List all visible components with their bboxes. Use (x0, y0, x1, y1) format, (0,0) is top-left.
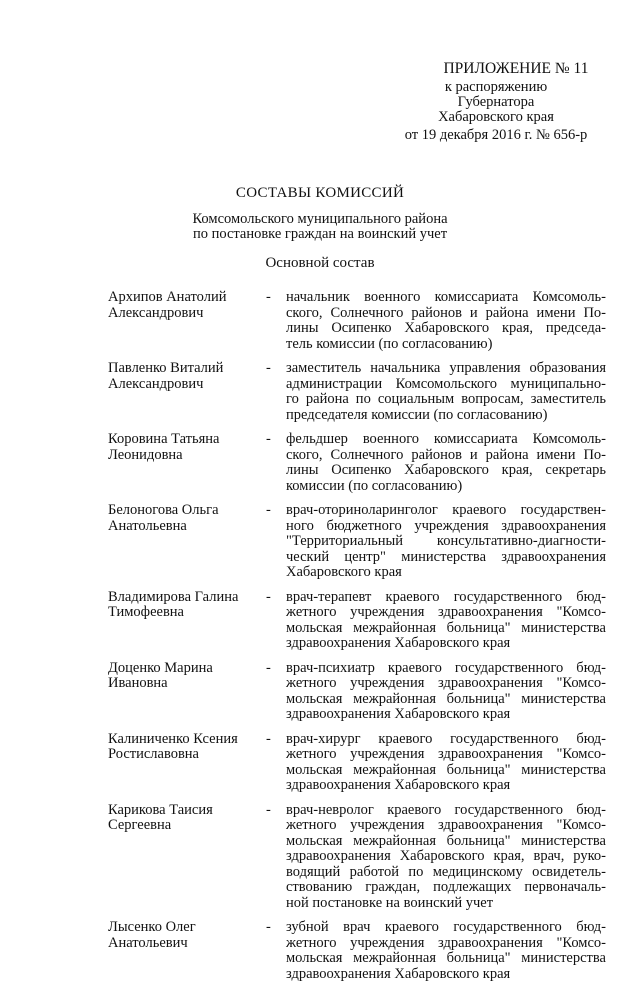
member-name-line: Сергеевна (108, 817, 172, 833)
member-role-line: здравоохранения Хабаровского края (286, 965, 511, 982)
member-role-line: жетного учреждения здравоохранения "Комсо- (286, 675, 606, 691)
member-role-line: врач-психиатр краевого государственного бюд- (286, 659, 606, 676)
member-role-line: тель комиссии (по согласованию) (286, 335, 493, 352)
member-role-line: начальник военного комиссариата Комсомоль- (286, 289, 606, 305)
member-name-line: Тимофеевна (108, 604, 184, 620)
member-role (286, 290, 606, 352)
section-heading: Основной состав (265, 255, 375, 271)
member-role-line: врач-оториноларинголог краевого государствен- (286, 502, 606, 518)
member-name-line: Архипов Анатолий (108, 289, 227, 305)
member-name-line: Александрович (108, 375, 204, 392)
member-name (108, 361, 266, 392)
member-role-line: председателя комиссии (по согласованию) (286, 406, 548, 423)
member-row (108, 920, 608, 982)
member-role-line: ского, Солнечного районов и района имени По- (286, 446, 606, 463)
member-role-line: лины Осипенко Хабаровского края, председа- (286, 320, 606, 336)
member-dash: - (266, 801, 271, 818)
member-dash: - (266, 588, 271, 605)
member-name (108, 432, 266, 463)
member-name-line: Лысенко Олег (108, 919, 196, 935)
member-role-line: ского, Солнечного районов и района имени По- (286, 304, 606, 321)
member-role-line: ческий центр" министерства здравоохранения (286, 548, 606, 565)
member-role-line: жетного учреждения здравоохранения "Комсо- (286, 817, 606, 833)
member-role (286, 361, 606, 423)
member-row (108, 432, 608, 494)
member-dash: - (266, 919, 271, 935)
member-name (108, 803, 266, 834)
member-name-line: Доценко Марина (108, 659, 213, 676)
member-row (108, 661, 608, 723)
member-dash: - (266, 502, 271, 518)
member-role-line: водящий работой по медицинскому освидетель- (286, 863, 606, 880)
document-title-block (0, 186, 640, 242)
member-name-line: Коровина Татьяна (108, 431, 220, 447)
member-role-line: администрации Комсомольского муниципально- (286, 375, 606, 392)
appendix-line: Хабаровского края (438, 109, 554, 125)
member-role-line: фельдшер военного комиссариата Комсомоль- (286, 431, 606, 447)
appendix-header (380, 60, 612, 143)
member-name (108, 920, 266, 951)
member-name-line: Ростиславовна (108, 746, 199, 762)
member-name-line: Калиниченко Ксения (108, 730, 238, 747)
member-role (286, 503, 606, 581)
member-name-line: Леонидовна (108, 446, 183, 463)
member-row (108, 803, 608, 912)
member-name-line: Карикова Таисия (108, 801, 213, 818)
member-role-line: лины Осипенко Хабаровского края, секретарь (286, 462, 606, 478)
member-dash: - (266, 289, 271, 305)
member-role-line: жетного учреждения здравоохранения "Комсо- (286, 604, 606, 620)
member-role-line: ной постановке на воинский учет (286, 894, 494, 911)
member-name-line: Ивановна (108, 675, 168, 691)
member-role-line: здравоохранения Хабаровского края (286, 635, 511, 651)
member-name-line: Белоногова Ольга (108, 502, 219, 518)
member-name-line: Анатольевна (108, 517, 187, 534)
member-name (108, 732, 266, 763)
appendix-date-line: от 19 декабря 2016 г. № 656-р (404, 127, 588, 143)
member-role-line: ствованию граждан, подлежащих первоначаль- (286, 879, 606, 895)
member-role-line: заместитель начальника управления образования (286, 360, 606, 376)
member-name (108, 590, 266, 621)
member-role-line: мольская межрайонная больница" министерства (286, 619, 606, 636)
member-role-line: врач-невролог краевого государственного бюд- (286, 801, 606, 818)
member-role-line: зубной врач краевого государственного бюд- (286, 919, 606, 935)
member-role-line: Хабаровского края (286, 564, 402, 580)
member-name-line: Александрович (108, 304, 204, 321)
member-role-line: мольская межрайонная больница" министерства (286, 690, 606, 707)
member-dash: - (266, 730, 271, 747)
member-name (108, 503, 266, 534)
member-role (286, 732, 606, 794)
member-dash: - (266, 360, 271, 376)
member-dash: - (266, 431, 271, 447)
member-name-line: Павленко Виталий (108, 360, 224, 376)
member-row (108, 732, 608, 794)
member-role-line: мольская межрайонная больница" министерства (286, 832, 606, 849)
member-role (286, 803, 606, 912)
member-role-line: мольская межрайонная больница" министерства (286, 950, 606, 966)
member-name-line: Анатольевич (108, 934, 188, 951)
members-list (108, 290, 608, 991)
member-role-line: жетного учреждения здравоохранения "Комсо- (286, 746, 606, 762)
member-role (286, 661, 606, 723)
appendix-line: Губернатора (457, 94, 535, 110)
document-subtitle-line: по постановке граждан на воинский учет (192, 225, 448, 242)
member-role-line: комиссии (по согласованию) (286, 477, 463, 494)
member-role-line: "Территориальный консультативно-диагности- (286, 533, 606, 549)
member-row (108, 290, 608, 352)
document-title: СОСТАВЫ КОМИССИЙ (235, 185, 405, 201)
member-role-line: врач-хирург краевого государственного бюд- (286, 730, 606, 747)
member-name (108, 290, 266, 321)
member-row (108, 590, 608, 652)
member-row (108, 503, 608, 581)
member-role (286, 432, 606, 494)
member-name-line: Владимирова Галина (108, 588, 239, 605)
appendix-line: к распоряжению (444, 79, 548, 95)
member-role (286, 920, 606, 982)
member-role-line: здравоохранения Хабаровского края, врач, руко- (286, 848, 606, 864)
member-role-line: го района по социальным вопросам, заместитель (286, 391, 606, 407)
member-name (108, 661, 266, 692)
member-role-line: врач-терапевт краевого государственного бюд- (286, 588, 606, 605)
member-role-line: жетного учреждения здравоохранения "Комсо- (286, 934, 606, 951)
member-row (108, 361, 608, 423)
member-role-line: здравоохранения Хабаровского края (286, 777, 511, 793)
member-role-line: ного бюджетного учреждения здравоохранения (286, 517, 606, 534)
document-subtitle-line: Комсомольского муниципального района (192, 210, 448, 227)
member-role-line: мольская межрайонная больница" министерства (286, 761, 606, 778)
member-role-line: здравоохранения Хабаровского края (286, 706, 511, 722)
member-dash: - (266, 659, 271, 676)
member-role (286, 590, 606, 652)
appendix-title: ПРИЛОЖЕНИЕ № 11 (443, 60, 589, 77)
